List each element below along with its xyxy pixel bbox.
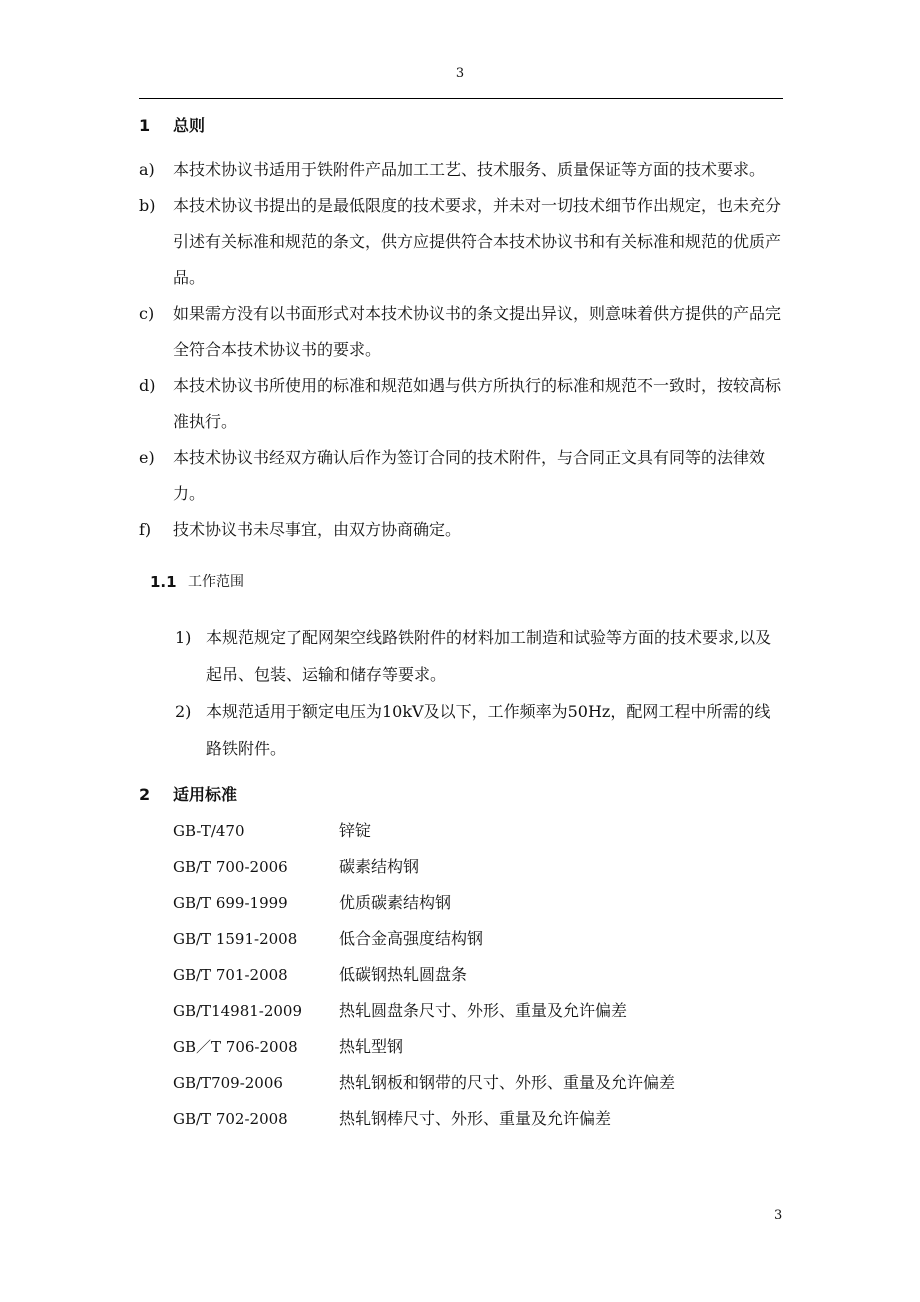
standard-name: 热轧钢棒尺寸、外形、重量及允许偏差 [339,1109,612,1128]
section-title: 总则 [173,116,206,135]
standard-name: 优质碳素结构钢 [339,893,452,912]
standard-row [173,993,785,1029]
clause-marker: e) [139,448,155,467]
standards-list [139,813,785,1137]
clause-marker: c) [139,304,155,323]
standard-code: GB/T 1591-2008 [173,930,298,948]
standard-name: 碳素结构钢 [339,857,420,876]
section-number: 2 [139,785,151,804]
standard-row [173,1065,785,1101]
standard-row [173,885,785,921]
scope-item-1 [139,619,785,693]
standard-code: GB/T14981-2009 [173,1002,303,1020]
standard-row [173,957,785,993]
clause-d [139,368,785,440]
clause-marker: b) [139,196,156,215]
standard-code: GB/T 701-2008 [173,966,288,984]
page-number-bottom: 3 [774,1208,783,1223]
clause-marker: d) [139,376,156,395]
section-heading-1 [139,112,785,140]
standard-row [173,1029,785,1065]
clause-b [139,188,785,296]
standard-row [173,921,785,957]
standard-row [173,1101,785,1137]
standard-name: 低碳钢热轧圆盘条 [339,965,468,984]
standard-code: GB-T/470 [173,822,245,840]
standard-name: 热轧钢板和钢带的尺寸、外形、重量及允许偏差 [339,1073,676,1092]
standard-code: GB／T 706-2008 [173,1038,298,1056]
item-text: 本规范适用于额定电压为10kV及以下，工作频率为50Hz，配网工程中所需的线路铁附件。 [206,702,771,758]
item-marker: 2) [175,702,192,721]
section-number: 1.1 [150,573,177,591]
standard-row [173,813,785,849]
standard-name: 锌锭 [339,821,372,840]
item-text: 本规范规定了配网架空线路铁附件的材料加工制造和试验等方面的技术要求,以及起吊、包装、运输和储存等要求。 [206,628,772,684]
standard-code: GB/T 702-2008 [173,1110,288,1128]
item-marker: 1) [175,628,192,647]
standard-name: 热轧型钢 [339,1037,404,1056]
clause-c [139,296,785,368]
standard-code: GB/T 700-2006 [173,858,288,876]
standard-row [173,849,785,885]
clause-text: 本技术协议书提出的是最低限度的技术要求，并未对一切技术细节作出规定，也未充分引述有关标准和规范的条文，供方应提供符合本技术协议书和有关标准和规范的优质产品。 [173,196,782,287]
clause-text: 本技术协议书经双方确认后作为签订合同的技术附件，与合同正文具有同等的法律效力。 [173,448,766,503]
clause-text: 本技术协议书所使用的标准和规范如遇与供方所执行的标准和规范不一致时，按较高标准执行。 [173,376,782,431]
clause-e [139,440,785,512]
standard-name: 热轧圆盘条尺寸、外形、重量及允许偏差 [339,1001,628,1020]
standard-code: GB/T 699-1999 [173,894,288,912]
section-heading-1-1 [139,567,785,597]
clause-a [139,152,785,188]
page-number-top: 3 [455,66,465,81]
clause-f [139,512,785,548]
header-rule [139,98,783,99]
section-heading-2 [139,781,785,809]
clause-marker: f) [139,520,152,539]
scope-item-2 [139,693,785,767]
document-body [139,112,785,1137]
standard-name: 低合金高强度结构钢 [339,929,484,948]
section-number: 1 [139,116,151,135]
section-title: 工作范围 [188,574,244,590]
clause-text: 本技术协议书适用于铁附件产品加工工艺、技术服务、质量保证等方面的技术要求。 [173,160,766,179]
clause-text: 如果需方没有以书面形式对本技术协议书的条文提出异议，则意味着供方提供的产品完全符合本技术协议书的要求。 [173,304,782,359]
section-title: 适用标准 [173,785,238,804]
clause-text: 技术协议书未尽事宜，由双方协商确定。 [173,520,462,539]
standard-code: GB/T709-2006 [173,1074,283,1092]
clause-marker: a) [139,160,155,179]
